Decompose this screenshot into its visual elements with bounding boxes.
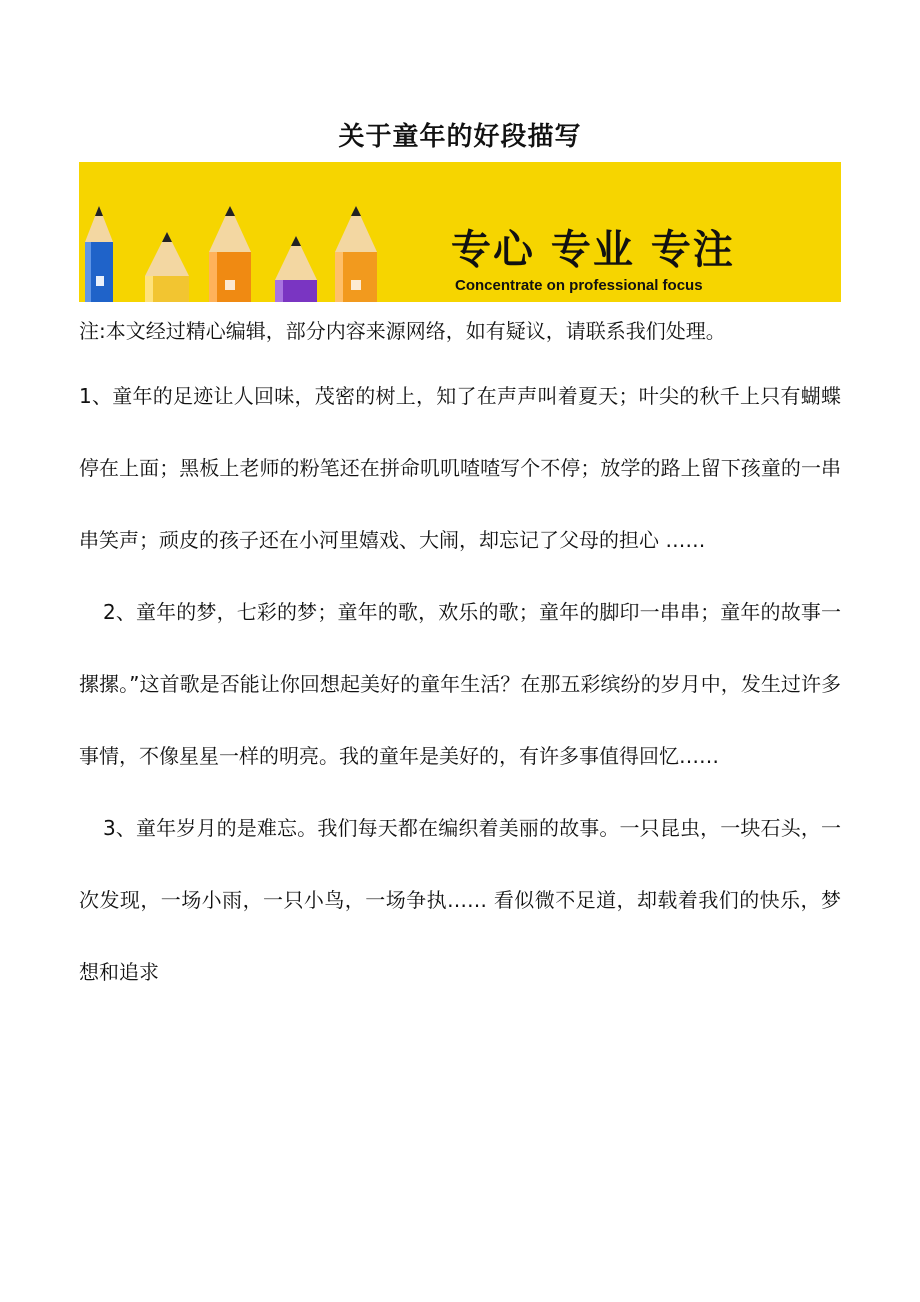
- article-body: [79, 360, 841, 1008]
- pencil-icon: [275, 236, 317, 302]
- page-title: 关于童年的好段描写: [338, 122, 582, 152]
- paragraph-3: 3、童年岁月的是难忘。我们每天都在编织着美丽的故事。一只昆虫，一块石头，一次发现，一场小雨，一只小鸟，一场争执…… 看似微不足道，却载着我们的快乐，梦想和追求: [79, 816, 841, 984]
- pencil-icon: [209, 206, 251, 302]
- editor-note: 注:本文经过精心编辑，部分内容来源网络，如有疑议，请联系我们处理。: [79, 319, 726, 343]
- pencil-icon: [85, 206, 113, 302]
- pencil-icon: [145, 232, 189, 302]
- banner-heading: 专心 专业 专注: [451, 227, 735, 273]
- paragraph-1: 1、童年的足迹让人回味，茂密的树上，知了在声声叫着夏天；叶尖的秋千上只有蝴蝶停在上面；黑板上老师的粉笔还在拼命叽叽喳喳写个不停；放学的路上留下孩童的一串串笑声；顽皮的孩子还在小河里嬉戏、大闹，却忘记了父母的担心 ……: [79, 384, 841, 552]
- paragraph-2: 2、童年的梦，七彩的梦；童年的歌，欢乐的歌；童年的脚印一串串；童年的故事一摞摞。”这首歌是否能让你回想起美好的童年生活？在那五彩缤纷的岁月中，发生过许多事情，不像星星一样的明亮。我的童年是美好的，有许多事值得回忆……: [79, 600, 841, 768]
- banner-subheading: Concentrate on professional focus: [455, 277, 703, 294]
- banner: [79, 162, 841, 302]
- pencil-icon: [335, 206, 377, 302]
